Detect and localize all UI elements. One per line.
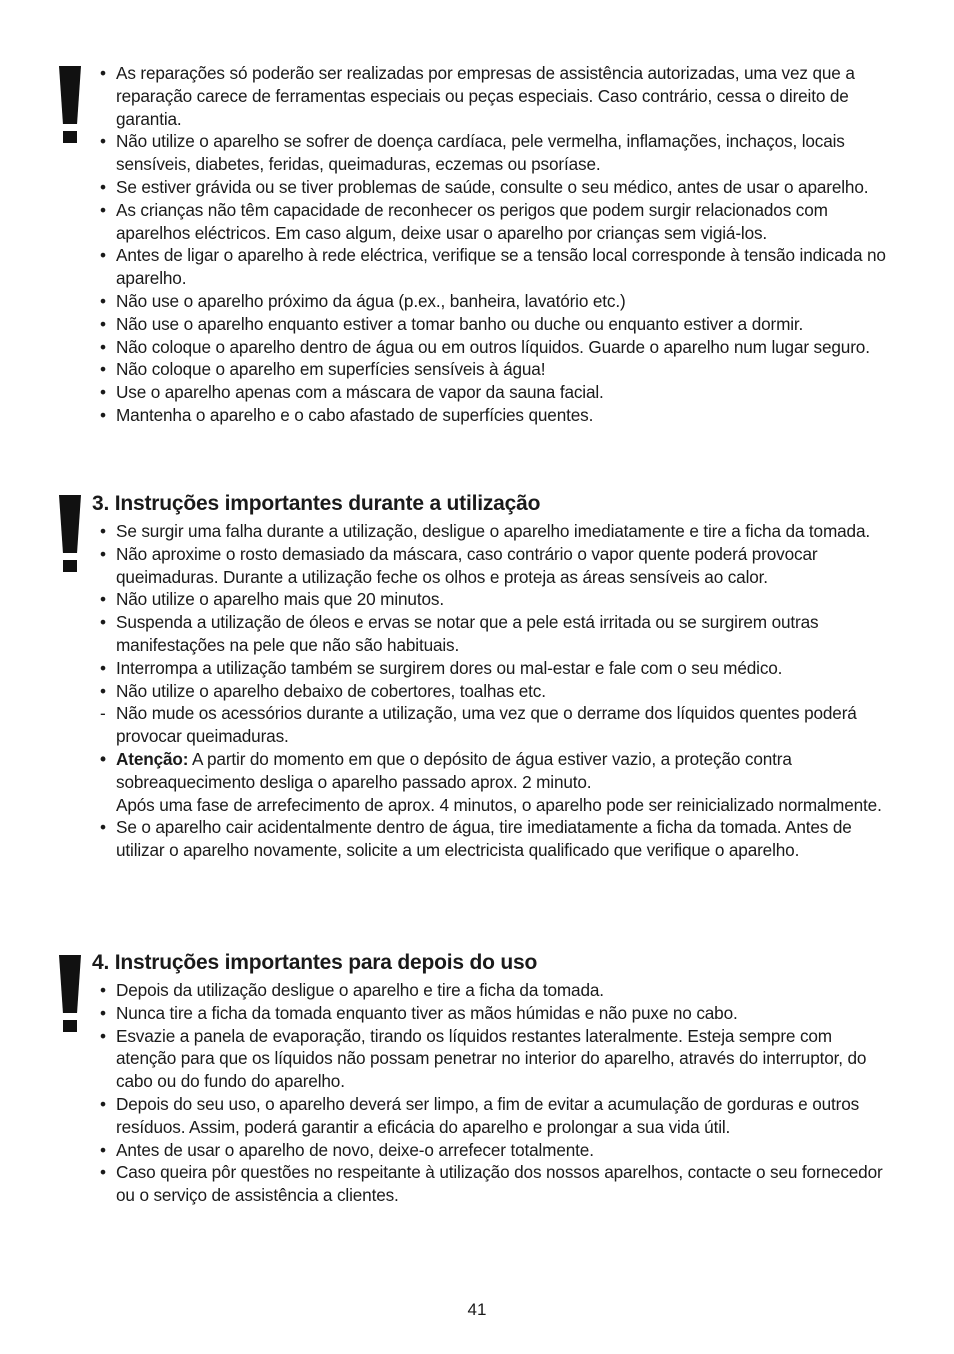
section-after-use	[92, 950, 892, 1207]
attention-item: • Atenção: A partir do momento em que o depósito de água estiver vazio, a proteção contra sobreaquecimento desliga o aparelho passado aprox. 2 minuto. Após uma fase de arrefecimento de aprox. 4 minutos, o aparelho pode ser reinicializado normalmente.	[100, 748, 882, 815]
list-item: • Suspenda a utilização de óleos e ervas se notar que a pele está irritada ou se surgirem outras manifestações na pele que não são habituais.	[100, 612, 819, 655]
list-item: • Não use o aparelho enquanto estiver a tomar banho ou duche ou enquanto estiver a dormir.	[100, 313, 804, 334]
list-item: • As crianças não têm capacidade de reconhecer os perigos que podem surgir relacionados com aparelhos eléctricos. Em caso algum, deixe usar o aparelho por crianças sem vigiá-los.	[100, 199, 828, 243]
safety-list-continued	[92, 62, 892, 427]
list-item: • As reparações só poderão ser realizadas por empresas de assistência autorizadas, uma vez que a reparação carece de ferramentas especiais ou peças especiais. Caso contrário, cessa o direito de garantia.	[100, 63, 855, 129]
list-item: • Não utilize o aparelho debaixo de cobertores, toalhas etc.	[100, 680, 546, 701]
list-item: • Nunca tire a ficha da tomada enquanto tiver as mãos húmidas e não puxe no cabo.	[100, 1002, 738, 1023]
list-item: • Não utilize o aparelho mais que 20 minutos.	[100, 589, 444, 610]
list-item: • Antes de usar o aparelho de novo, deixe-o arrefecer totalmente.	[100, 1139, 594, 1160]
list-item: • Se estiver grávida ou se tiver problemas de saúde, consulte o seu médico, antes de usar o aparelho.	[100, 176, 869, 197]
list-item: • Se surgir uma falha durante a utilização, desligue o aparelho imediatamente e tire a ficha da tomada.	[100, 521, 870, 541]
list-item: • Depois da utilização desligue o aparelho e tire a ficha da tomada.	[100, 980, 604, 1000]
list-item: • Se o aparelho cair acidentalmente dentro de água, tire imediatamente a ficha da tomada. Antes de utilizar o aparelho novamente, solicite a um electricista qualificado que verifique o aparelho.	[100, 817, 852, 861]
list-item: • Mantenha o aparelho e o cabo afastado de superfícies quentes.	[100, 404, 594, 425]
list-item: • Não utilize o aparelho se sofrer de doença cardíaca, pele vermelha, inflamações, inchaços, locais sensíveis, diabetes, feridas, queimaduras, eczemas ou psoríase.	[100, 131, 845, 175]
list-item: • Não use o aparelho próximo da água (p.ex., banheira, lavatório etc.)	[100, 290, 626, 311]
list-item: • Depois do seu uso, o aparelho deverá ser limpo, a fim de evitar a acumulação de gorduras e outros resíduos. Assim, poderá garantir a eficácia do aparelho e prolongar a sua vida útil.	[100, 1093, 860, 1137]
attention-label: Atenção:	[116, 748, 189, 769]
list-item: • Caso queira pôr questões no respeitante à utilização dos nossos aparelhos, contacte o seu fornecedor ou o serviço de assistência a clientes.	[100, 1162, 883, 1206]
section-during-use	[92, 491, 892, 862]
list-item: • Não coloque o aparelho em superfícies sensíveis à água!	[100, 359, 546, 380]
list-item: • Não aproxime o rosto demasiado da máscara, caso contrário o vapor quente poderá provocar queimaduras. Durante a utilização feche os olhos e proteja as áreas sensíveis ao calor.	[100, 543, 818, 587]
page-number: 41	[467, 1300, 487, 1319]
warning-exclamation-icon	[58, 495, 82, 572]
list-item: • Esvazie a panela de evaporação, tirando os líquidos restantes lateralmente. Esteja sempre com atenção para que os líquidos não possam penetrar no interior do aparelho, através do interruptor, do cabo ou do fundo do aparelho.	[100, 1025, 867, 1092]
list-item: • Antes de ligar o aparelho à rede eléctrica, verifique se a tensão local corresponde à tensão indicada no aparelho.	[100, 245, 886, 289]
section-heading: 4. Instruções importantes para depois do uso	[92, 951, 538, 974]
list-item: - Não mude os acessórios durante a utilização, uma vez que o derrame dos líquidos quentes poderá provocar queimaduras.	[100, 703, 857, 747]
section-heading: 3. Instruções importantes durante a utilização	[92, 492, 541, 515]
warning-exclamation-icon	[58, 66, 82, 143]
list-item: • Não coloque o aparelho dentro de água ou em outros líquidos. Guarde o aparelho num lugar seguro.	[100, 336, 870, 357]
list-item: • Interrompa a utilização também se surgirem dores ou mal-estar e fale com o seu médico.	[100, 657, 783, 678]
warning-exclamation-icon	[58, 955, 82, 1032]
list-item: • Use o aparelho apenas com a máscara de vapor da sauna facial.	[100, 382, 604, 403]
